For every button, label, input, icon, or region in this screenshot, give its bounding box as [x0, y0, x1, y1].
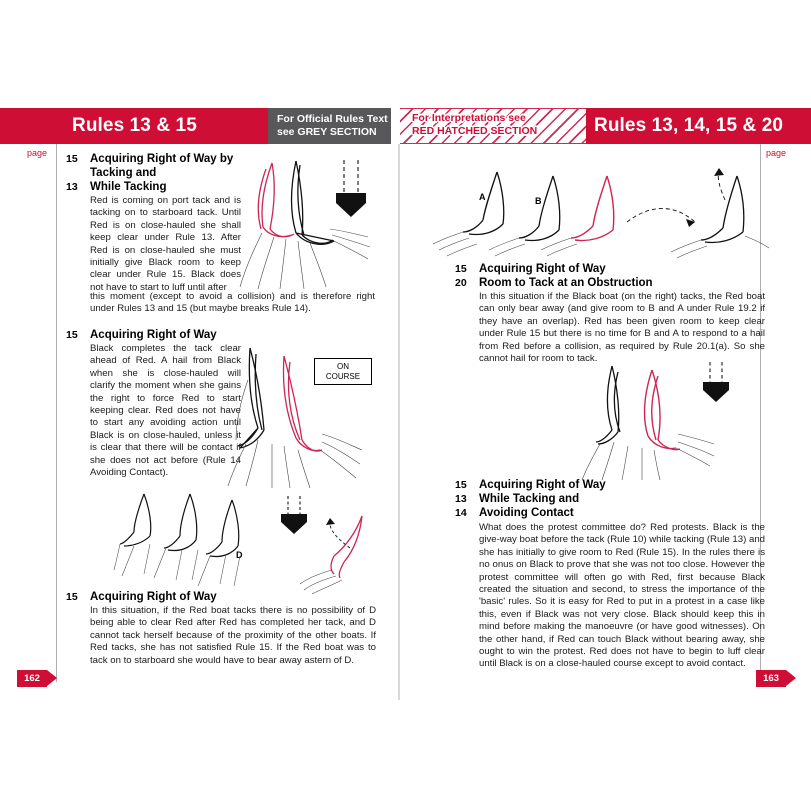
path-arrow-head-icon: [686, 219, 695, 227]
right-block-2: [455, 478, 765, 671]
hatch-note-line-2: RED HATCHED SECTION: [412, 124, 538, 137]
hatched-section-note: [412, 112, 537, 137]
rule-number: 15: [455, 479, 467, 491]
right-diagram-2: [590, 360, 770, 480]
turn-arrow-head-icon: [326, 518, 335, 525]
right-page-title: Rules 13, 14, 15 & 20: [594, 115, 784, 136]
rule-number: 15: [66, 591, 78, 603]
left-block-1: [66, 152, 241, 294]
left-block-3-heading-row-1: [66, 590, 376, 604]
right-page-word-label: page: [766, 148, 787, 158]
grey-note-line-2: see GREY SECTION: [277, 125, 377, 138]
rule-number: 14: [455, 507, 467, 519]
left-page-title: Rules 13 & 15: [72, 115, 197, 136]
rule-heading: Acquiring Right of Way: [90, 329, 217, 341]
right-block-1: [455, 262, 765, 365]
left-block-1-heading-row-2: [66, 180, 241, 194]
right-block-1-heading-row-2: [455, 276, 765, 290]
left-block-1-body-wide: this moment (except to avoid a collision) and is therefore right under Rules 13 and 15 (but maybe breaks Rule 14).: [90, 291, 375, 315]
rule-heading: While Tacking and: [479, 493, 580, 505]
rule-heading: While Tacking: [90, 181, 167, 193]
rule-number: 15: [455, 263, 467, 275]
rule-heading: Acquiring Right of Way: [479, 263, 606, 275]
wind-arrow-icon: [336, 160, 366, 217]
book-spine: [398, 144, 400, 700]
right-block-1-heading-row-1: [455, 262, 765, 276]
left-diagram-3: [120, 492, 380, 592]
right-page-number: 163: [756, 670, 786, 687]
left-block-2-body: Black completes the tack clear ahead of Red. A hail from Black when she is close-hauled will clarify the moment when she gains the right to force Red to start keeping clear. Red does not have to start any avoiding action until Black is on close-hauled, unless it is clear that there will be contact if she does not act before (Rule 14 Avoiding Contact).: [90, 343, 241, 479]
right-block-1-body: In this situation if the Black boat (on the right) tacks, the Red boat can only bear away (and give room to B and A under Rule 19.2 if they have an overlap). Red has been given room to keep clear under Rule 15 but there is no time for B and A to respond to a hail from Red before a collision, as required by Rule 20.1(a). So she cannot hail for room to tack.: [479, 291, 765, 365]
rule-heading: Room to Tack at an Obstruction: [479, 277, 653, 289]
boat-label-a: A: [479, 192, 486, 202]
wind-arrow-icon: [703, 362, 729, 402]
rule-number: 13: [66, 181, 78, 193]
right-block-2-heading-row-1: [455, 478, 765, 492]
turn-arrow-head-icon: [714, 168, 724, 176]
left-block-1-heading-row-1: [66, 152, 241, 180]
left-block-3: [66, 590, 376, 667]
left-diagram-1: [240, 155, 390, 295]
boat-label-d: D: [236, 550, 243, 560]
rule-number: 20: [455, 277, 467, 289]
left-diagram-2: [228, 340, 398, 490]
left-block-2-heading-row-1: [66, 328, 241, 342]
hatch-note-line-1: For Interpretations see: [412, 112, 526, 124]
right-block-2-heading-row-2: [455, 492, 765, 506]
left-page-margin-rule: [56, 144, 57, 682]
right-block-2-body: What does the protest committee do? Red protests. Black is the give-way boat before the tack (Rule 10) while tacking (Rule 13) and she has initially to give room to Red (Rule 15). In the rules there is no onus on Black to prove that she was not too close. However the protest committee will often go with Red, first because Black created the situation and second, to stress the importance of the 'basic' rules. So it is easy for Red to put in a protest in a case like this, even if Black was not very close. Black should keep this in mind before making the manoeuvre (or have good witnesses). On the other hand, if Red can touch Black without bearing away, she ought to win the protest. Red does not have to begin to luff clear until Black is on a close-hauled course except to avoid contact.: [479, 522, 765, 670]
wind-arrow-icon: [281, 496, 307, 534]
rule-heading: Acquiring Right of Way by Tacking and: [90, 153, 234, 179]
on-course-callout: ON COURSE: [314, 358, 372, 385]
boat-label-b: B: [535, 196, 542, 206]
rule-heading: Acquiring Right of Way: [90, 591, 217, 603]
left-block-1-body-narrow: Red is coming on port tack and is tacking on to starboard tack. Until Red is on close-hauled she shall keep clear under Rule 13. After Red is on close-hauled she must initially give Black room to keep clear under Rule 15. Black does not have to start to luff until after: [90, 195, 241, 293]
rule-number: 15: [66, 153, 78, 165]
right-diagram-1: [455, 160, 765, 260]
left-block-2: [66, 328, 241, 479]
grey-section-note: [277, 113, 395, 138]
left-page-word-label: page: [27, 148, 48, 158]
grey-note-line-1: For Official Rules Text: [277, 113, 388, 125]
rule-number: 15: [66, 329, 78, 341]
rule-number: 13: [455, 493, 467, 505]
left-page-number: 162: [17, 670, 47, 687]
right-block-2-heading-row-3: [455, 506, 765, 520]
rule-heading: Acquiring Right of Way: [479, 479, 606, 491]
left-block-3-body: In this situation, if the Red boat tacks there is no possibility of D being able to clear Red after Red has completed her tack, and D cannot tack herself because of the proximity of the other boats. If Red tacks, she has not satisfied Rule 15. If the Red boat was to tack on to starboard she would have to bear away astern of D.: [90, 605, 376, 666]
rule-heading: Avoiding Contact: [479, 507, 574, 519]
